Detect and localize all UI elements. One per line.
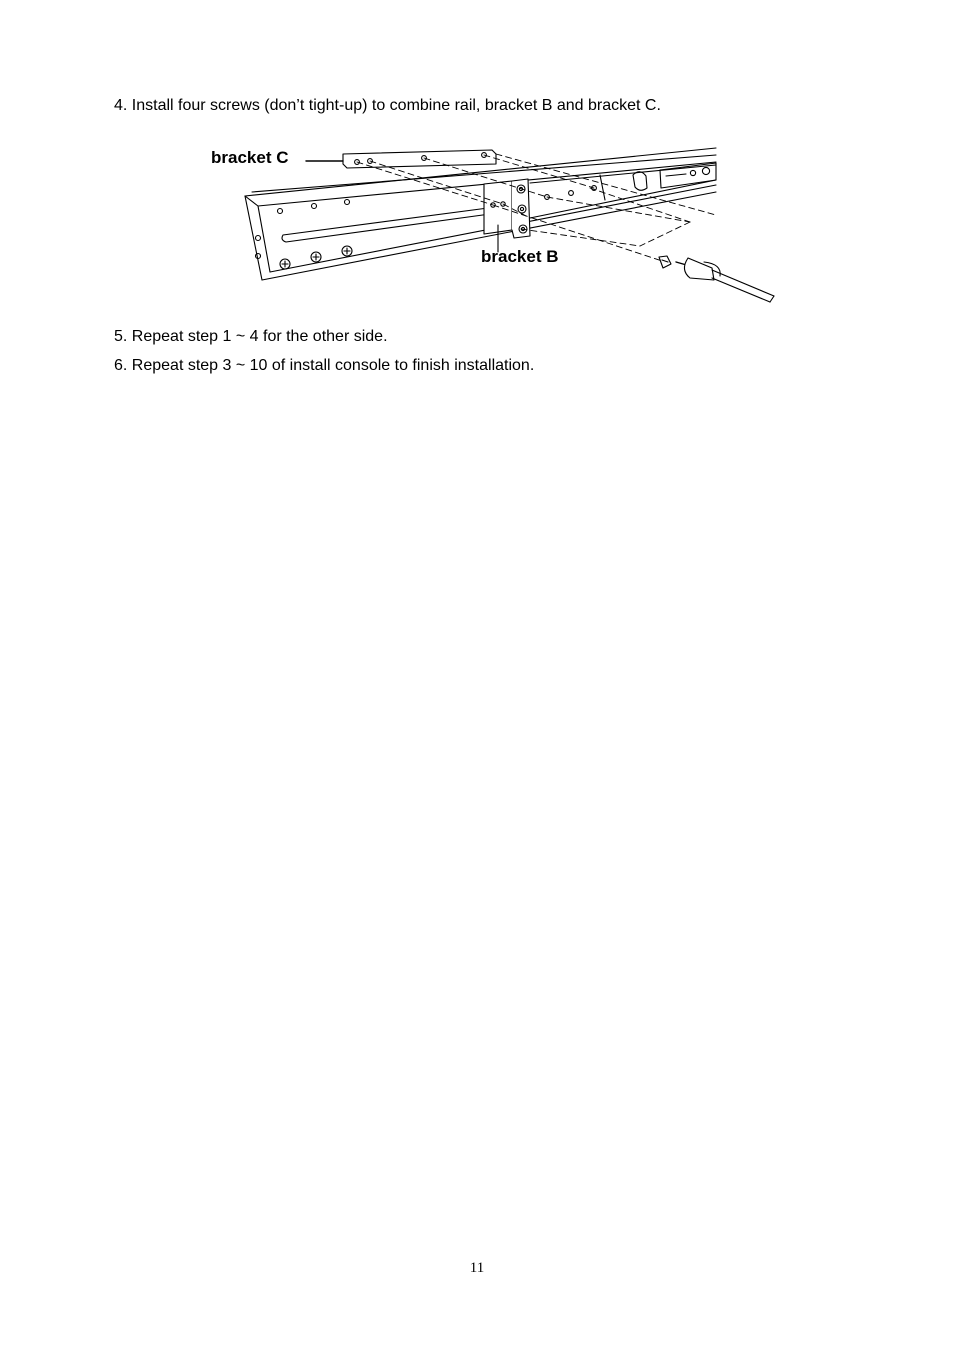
screw-and-screwdriver [659, 256, 774, 302]
rail-screws [280, 246, 352, 269]
page-number: 11 [469, 1260, 485, 1276]
step-4-text: 4. Install four screws (don’t tight-up) to combine rail, bracket B and bracket C. [114, 97, 661, 114]
bracket-c-label: bracket C [211, 148, 289, 167]
bracket-c-plate [343, 150, 496, 168]
step-5-text: 5. Repeat step 1 ~ 4 for the other side. [114, 328, 388, 345]
bracket-b [484, 179, 530, 252]
bracket-b-label: bracket B [481, 247, 559, 266]
step-6-text: 6. Repeat step 3 ~ 10 of install console to finish installation. [114, 357, 535, 374]
